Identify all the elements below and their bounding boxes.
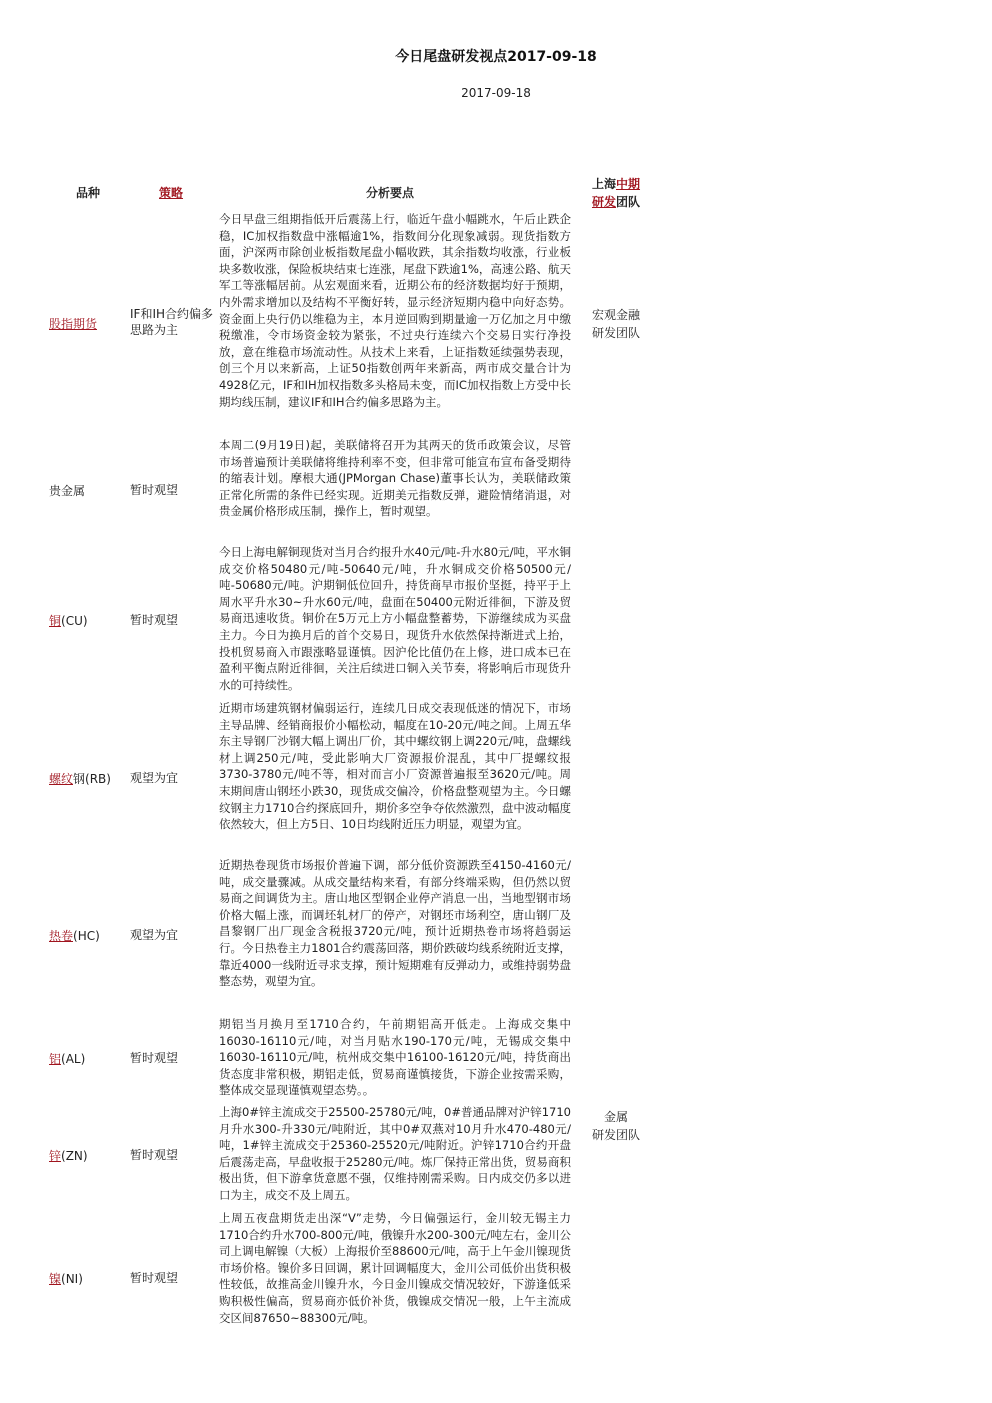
team-header-suffix: 团队 <box>616 195 641 209</box>
variety-link[interactable]: 螺纹 <box>49 772 74 786</box>
analysis-cell: 今日上海电解铜现货对当月合约报升水40元/吨-升水80元/吨，平水铜成交价格50480元/吨-50640元/吨，升水铜成交价格50500元/吨-50680元/吨。沪期铜低位回升，持货商早市报价坚挺，持平于上周水平升水30~升水60元/吨，盘面在50400元附近徘徊，下游及贸易商迅速收货。铜价在5万元上方小幅盘整蓄势，下游继续成为买盘主力。今日为换月后的首个交易日，现货升水依然保持渐进式上抬，投机贸易商入市跟涨略显谨慎。因沪伦比值仍在上修，进口成本已在盈利平衡点附近徘徊，关注后续进口铜入关节奏，将影响后市现货升水的可持续性。 <box>219 545 571 692</box>
analysis-cell: 近期热卷现货市场报价普遍下调，部分低价资源跌至4150-4160元/吨，成交量骤减。从成交量结构来看，有部分终端采购，但仍然以贸易商之间调货为主。唐山地区型钢企业停产消息一出，当地型钢市场价格大幅上涨，而调坯轧材厂的停产，对钢坯市场利空，唐山钢厂及昌黎钢厂出厂现金含税报3720元/吨，预计近期热卷市场将趋弱运行。今日热卷主力1801合约震荡回落，期价跌破均线系统附近支撑，靠近4000一线附近寻求支撑，预计短期难有反弹动力，或维持弱势盘整态势，观望为宜。 <box>219 858 571 989</box>
analysis-cell: 本周二(9月19日)起，美联储将召开为其两天的货币政策会议，尽管市场普遍预计美联储将维持利率不变，但非常可能宣布宣布备受期待的缩表计划。摩根大通(JPMorgan Chase)董事长认为，美联储政策正常化所需的条件已经实现。近期美元指数反弹，避险情绪消退，对贵金属价格形成压制，操作上，暂时观望。 <box>219 438 571 519</box>
variety-cell: 铝(AL) <box>49 1052 86 1066</box>
team-header-link-yanfa[interactable]: 研发 <box>591 195 616 209</box>
strategy-cell: 暂时观望 <box>130 1148 179 1162</box>
variety-cell: 热卷(HC) <box>49 929 100 943</box>
strategy-header-link[interactable]: 策略 <box>159 186 184 200</box>
team-header-prefix: 上海 <box>591 177 616 191</box>
column-header-variety: 品种 <box>76 186 101 200</box>
strategy-cell: 暂时观望 <box>130 483 179 497</box>
variety-cell <box>49 315 97 332</box>
variety-link[interactable]: 铝 <box>49 1052 62 1066</box>
analysis-cell: 今日早盘三组期指低开后震荡上行，临近午盘小幅跳水，午后止跌企稳，IC加权指数盘中涨幅逾1%，指数间分化现象减弱。现货指数方面，沪深两市除创业板指数尾盘小幅收跌，其余指数均收涨，行业板块多数收涨，保险板块结束七连涨，尾盘下跌逾1%，高速公路、航天军工等涨幅居前。从宏观面来看，近期公布的经济数据均好于预期，内外需求增加以及结构不平衡好转，显示经济短期内稳中向好态势。资金面上央行仍以维稳为主，本月逆回购到期量逾一万亿加之月中缴税缴准，令市场资金较为紧张，不过央行连续六个交易日实行净投放，意在维稳市场流动性。从技术上来看，上证指数延续强势表现，创三个月以来新高，上证50指数创两年来新高，两市成交量合计为4928亿元，IF和IH加权指数多头格局未变，而IC加权指数上方受中长期均线压制，建议IF和IH合约偏多思路为主。 <box>219 212 571 409</box>
analysis-cell: 期铝当月换月至1710合约，午前期铝高开低走。上海成交集中16030-16110元/吨，对当月贴水190-170元/吨，无锡成交集中16030-16110元/吨，杭州成交集中16100-16120元/吨，持货商出货态度非常积极，期铝走低，贸易商谨慎接货，下游企业按需采购，整体成交显现谨慎观望态势。。 <box>219 1017 571 1098</box>
team-header-link-zhongqi[interactable]: 中期 <box>616 177 641 191</box>
analysis-cell: 上海0#锌主流成交于25500-25780元/吨，0#普通品牌对沪锌1710月升水300-升330元/吨附近，其中0#双燕对10月升水470-480元/吨，1#锌主流成交于25360-25520元/吨附近。沪锌1710合约开盘后震荡走高，早盘收报于25280元/吨。炼厂保持正常出货，贸易商积极出货，但下游拿货意愿不强，仅维持刚需采购。日内成交仍多以进口为主，成交不及上周五。 <box>219 1105 571 1202</box>
variety-cell: 锌(ZN) <box>49 1149 88 1163</box>
analysis-cell: 上周五夜盘期货走出深“V”走势，今日偏强运行，金川较无锡主力1710合约升水700-800元/吨，俄镍升水200-300元/吨左右，金川公司上调电解镍（大板）上海报价至88600元/吨，高于上午金川镍现货市场价格。镍价多日回调，累计回调幅度大，金川公司低价出货积极性较低，故推高金川镍升水，今日金川镍成交情况较好，下游逢低采购积极性偏高，贸易商亦低价补货，俄镍成交情况一般，上午主流成交区间87650~88300元/吨。 <box>219 1211 571 1325</box>
analysis-cell: 近期市场建筑钢材偏弱运行，连续几日成交表现低迷的情况下，市场主导品牌、经销商报价小幅松动，幅度在10-20元/吨之间。上周五华东主导钢厂沙钢大幅上调出厂价，其中螺纹钢上调220元/吨，盘螺线材上调250元/吨，受此影响大厂资源报价混乱，其中厂提螺纹报3730-3780元/吨不等，相对而言小厂资源普遍报至3620元/吨。周末期间唐山钢坯小跌30，现货成交偏冷，价格盘整观望为主。今日螺纹钢主力1710合约探底回升，期价多空争夺依然激烈，盘中波动幅度依然较大，但上方5日、10日均线附近压力明显，观望为宜。 <box>219 701 571 832</box>
strategy-cell: 暂时观望 <box>130 1271 179 1285</box>
strategy-cell: 暂时观望 <box>130 613 179 627</box>
report-date: 2017-09-18 <box>461 86 531 100</box>
variety-cell: 镍(NI) <box>49 1272 83 1286</box>
column-header-strategy <box>159 184 183 201</box>
variety-cell: 螺纹钢(RB) <box>49 772 111 786</box>
strategy-cell: 观望为宜 <box>130 928 179 942</box>
team-metals: 金属 研发团队 <box>591 1110 640 1142</box>
strategy-cell: 暂时观望 <box>130 1051 179 1065</box>
page-title: 今日尾盘研发视点2017-09-18 <box>395 49 597 65</box>
variety-cell: 铜(CU) <box>49 614 88 628</box>
strategy-cell: IF和IH合约偏多思路为主 <box>130 307 214 337</box>
column-header-team <box>588 175 644 211</box>
team-macro-finance: 宏观金融 研发团队 <box>591 308 640 340</box>
variety-link[interactable]: 锌 <box>49 1149 62 1163</box>
variety-cell <box>49 482 85 499</box>
variety-label: 贵金属 <box>49 484 86 498</box>
variety-link[interactable]: 热卷 <box>49 929 74 943</box>
variety-link[interactable]: 股指期货 <box>49 317 98 331</box>
column-header-analysis: 分析要点 <box>366 186 415 200</box>
variety-link[interactable]: 镍 <box>49 1272 62 1286</box>
strategy-cell: 观望为宜 <box>130 771 179 785</box>
variety-link[interactable]: 铜 <box>49 614 62 628</box>
